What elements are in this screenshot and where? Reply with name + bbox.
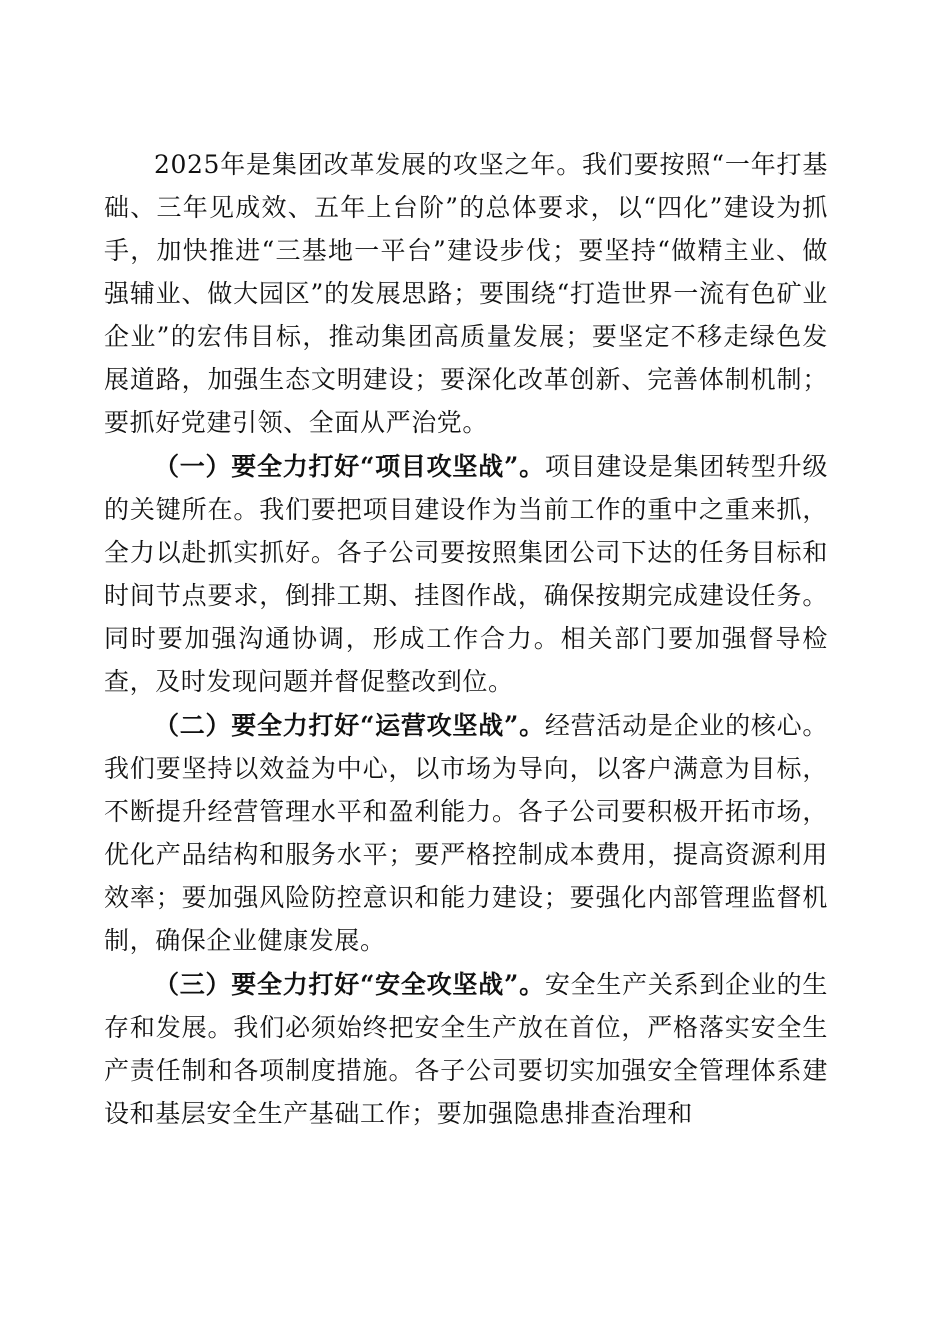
paragraph-intro	[104, 143, 828, 444]
paragraph-project-heading: （一）要全力打好“项目攻坚战”。	[154, 452, 545, 481]
paragraph-safety-text: 安全生产关系到企业的生存和发展。我们必须始终把安全生产放在首位，严格落实安全生产责任制和各项制度措施。各子公司要切实加强安全管理体系建设和基层安全生产基础工作；要加强隐患排查治理和	[104, 970, 828, 1128]
paragraph-project	[104, 445, 828, 703]
paragraph-operation-heading: （二）要全力打好“运营攻坚战”。	[154, 711, 545, 740]
document-body	[104, 143, 828, 1136]
paragraph-operation	[104, 704, 828, 962]
paragraph-intro-text: 2025年是集团改革发展的攻坚之年。我们要按照“一年打基础、三年见成效、五年上台阶”的总体要求，以“四化”建设为抓手，加快推进“三基地一平台”建设步伐；要坚持“做精主业、做强辅业、做大园区”的发展思路；要围绕“打造世界一流有色矿业企业”的宏伟目标，推动集团高质量发展；要坚定不移走绿色发展道路，加强生态文明建设；要深化改革创新、完善体制机制；要抓好党建引领、全面从严治党。	[104, 150, 828, 437]
paragraph-project-text: 项目建设是集团转型升级的关键所在。我们要把项目建设作为当前工作的重中之重来抓，全力以赴抓实抓好。各子公司要按照集团公司下达的任务目标和时间节点要求，倒排工期、挂图作战，确保按期完成建设任务。同时要加强沟通协调，形成工作合力。相关部门要加强督导检查，及时发现问题并督促整改到位。	[104, 452, 828, 696]
paragraph-safety-heading: （三）要全力打好“安全攻坚战”。	[154, 970, 545, 999]
paragraph-safety	[104, 963, 828, 1135]
paragraph-operation-text: 经营活动是企业的核心。我们要坚持以效益为中心，以市场为导向，以客户满意为目标，不断提升经营管理水平和盈利能力。各子公司要积极开拓市场，优化产品结构和服务水平；要严格控制成本费用，提高资源利用效率；要加强风险防控意识和能力建设；要强化内部管理监督机制，确保企业健康发展。	[104, 711, 828, 955]
